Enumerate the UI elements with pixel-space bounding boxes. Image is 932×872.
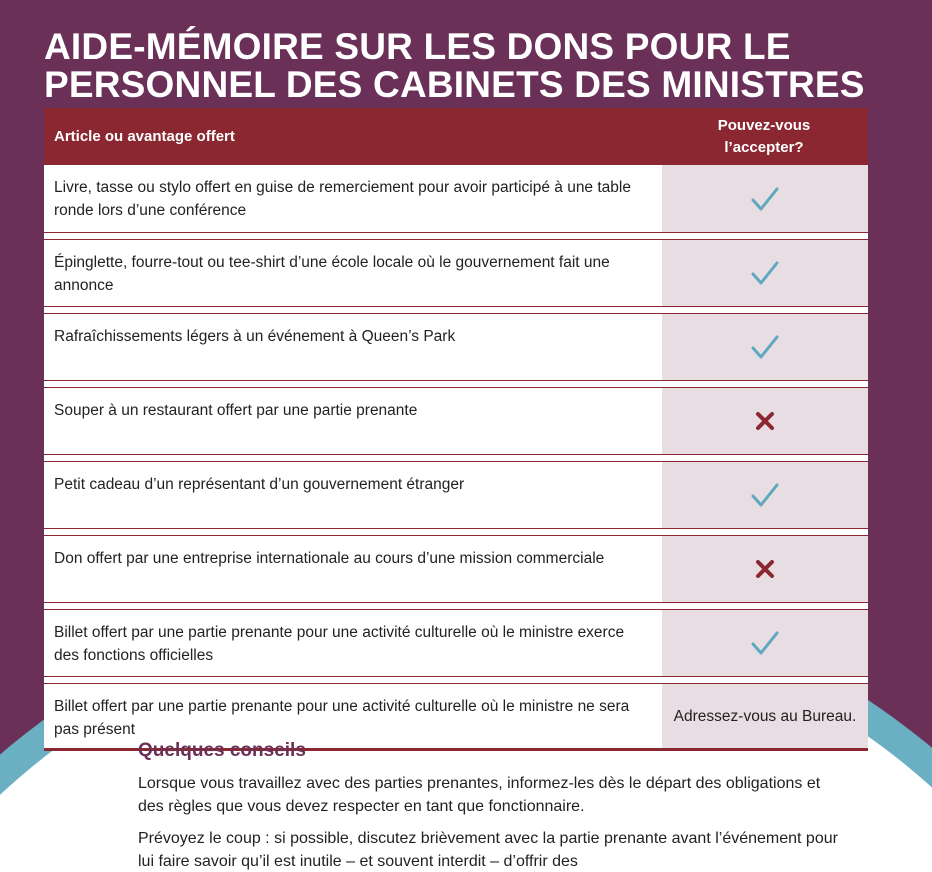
table-header — [44, 108, 868, 165]
check-icon — [750, 260, 780, 286]
table-body — [44, 165, 868, 751]
page-title: AIDE-MÉMOIRE SUR LES DONS POUR LE PERSONNEL DES CABINETS DES MINISTRES — [44, 26, 865, 105]
row-item-text: Souper à un restaurant offert par une partie prenante — [44, 388, 660, 454]
table-row — [44, 239, 868, 307]
row-answer: Adressez-vous au Bureau. — [662, 684, 868, 748]
row-item-text: Rafraîchissements légers à un événement à Queen’s Park — [44, 314, 660, 380]
row-item-text: Billet offert par une partie prenante pour une activité culturelle où le ministre ne sera pas présent — [44, 684, 660, 748]
table-row — [44, 535, 868, 603]
row-item-text: Don offert par une entreprise internationale au cours d’une mission commerciale — [44, 536, 660, 602]
tips-paragraph-1: Lorsque vous travaillez avec des parties prenantes, informez-les dès le départ des obligations et des règles que vous devez respecter en tant que fonctionnaire. — [138, 775, 821, 815]
cross-icon — [755, 412, 775, 430]
row-item-text: Petit cadeau d’un représentant d’un gouvernement étranger — [44, 462, 660, 528]
row-item-text: Épinglette, fourre-tout ou tee-shirt d’une école locale où le gouvernement fait une annonce — [44, 240, 660, 306]
check-icon — [750, 630, 780, 656]
cross-icon — [755, 560, 775, 578]
table-row — [44, 165, 868, 233]
table-row — [44, 313, 868, 381]
table-row — [44, 387, 868, 455]
check-icon — [750, 186, 780, 212]
table-row — [44, 461, 868, 529]
check-icon — [750, 334, 780, 360]
row-answer — [662, 314, 868, 380]
row-answer — [662, 462, 868, 528]
row-answer — [662, 388, 868, 454]
tips-section — [138, 740, 838, 872]
row-answer — [662, 536, 868, 602]
tips-title: Quelques conseils — [138, 740, 306, 761]
header-accept-label: Pouvez-vous l’accepter? — [717, 116, 811, 156]
row-answer — [662, 610, 868, 676]
row-item-text: Livre, tasse ou stylo offert en guise de remerciement pour avoir participé à une table ronde lors d’une conférence — [44, 165, 660, 232]
gifts-table — [44, 108, 868, 751]
table-row — [44, 609, 868, 677]
tips-paragraph-2: Prévoyez le coup : si possible, discutez brièvement avec la partie prenante avant l’événement pour lui faire savoir qu’il est inutile – et souvent interdit – d’offrir des — [138, 830, 838, 870]
row-item-text: Billet offert par une partie prenante pour une activité culturelle où le ministre exerce des fonctions officielles — [44, 610, 660, 676]
check-icon — [750, 482, 780, 508]
row-answer — [662, 240, 868, 306]
header-accept — [660, 108, 868, 165]
header-item: Article ou avantage offert — [54, 128, 235, 145]
row-answer — [662, 165, 868, 232]
